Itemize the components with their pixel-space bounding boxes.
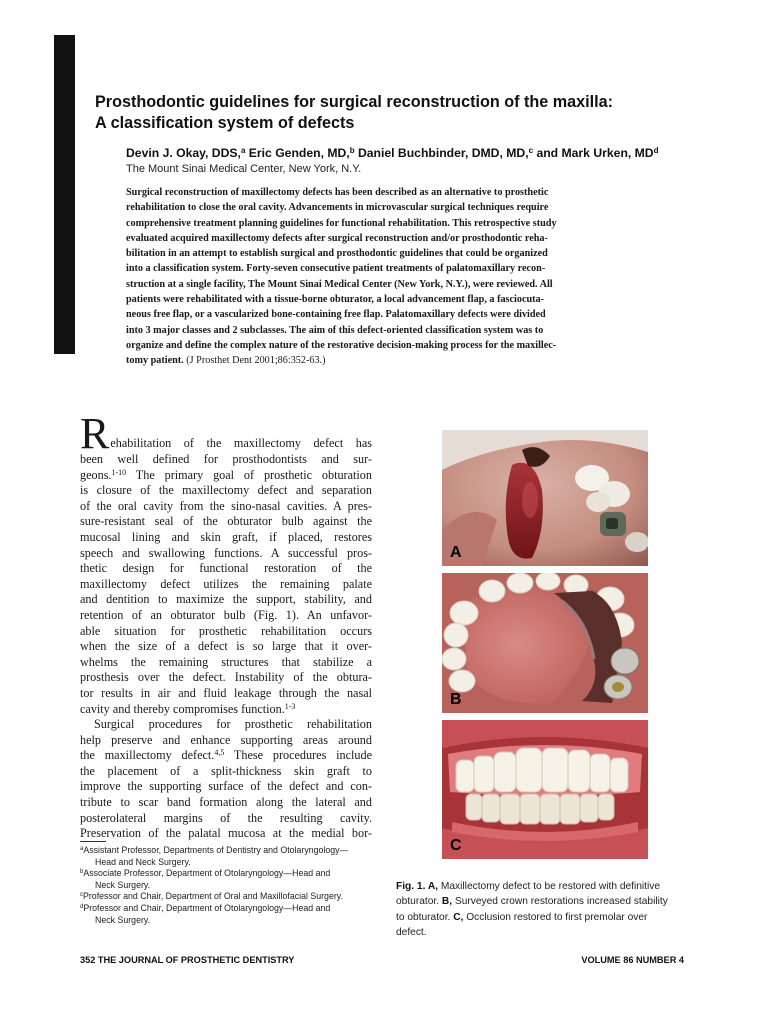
body-text: been well defined for prosthodontists and sur- [80, 452, 372, 466]
body-text: posterolateral margins of the resulting cavity. [80, 810, 372, 825]
body-line [80, 826, 372, 842]
drop-cap: R [80, 409, 110, 458]
body-line [80, 655, 372, 671]
author-name: Eric Genden, MD, [245, 146, 350, 160]
body-line [80, 717, 372, 733]
footnote-text: Professor and Chair, Department of Otolaryngology—Head and [83, 902, 331, 913]
footnote [80, 845, 380, 857]
body-text: tor results in air and fluid leakage through the nasal [80, 685, 372, 700]
caption-line [396, 910, 690, 925]
footnote-continuation: Neck Surgery. [95, 879, 151, 890]
title-line-1: Prosthodontic guidelines for surgical reconstruction of the maxilla: [95, 93, 614, 111]
footnote-text: Associate Professor, Department of Otolaryngology—Head and [83, 868, 331, 879]
reference-marker: 4,5 [214, 748, 225, 758]
author-list [126, 146, 726, 160]
figure-panel-b [442, 573, 648, 713]
figure-panel-c [442, 720, 648, 859]
body-text: of the oral cavity from the sino-nasal cavities. A pres- [80, 498, 372, 513]
body-text: prosthesis over the defect. Instability of the obtura- [80, 670, 372, 685]
footnote-rule [80, 841, 106, 842]
body-text: help preserve and enhance supporting areas around [80, 732, 372, 747]
panel-label-b: B [450, 691, 462, 708]
abstract-line: Surgical reconstruction of maxillectomy defects has been described as an alternative to prosthetic [126, 187, 549, 198]
caption-line [396, 925, 690, 940]
abstract [126, 185, 726, 369]
body-text: The primary goal of prosthetic obturation [126, 467, 372, 482]
journal-footer: 352 THE JOURNAL OF PROSTHETIC DENTISTRY [80, 955, 295, 965]
panel-label-a: A [450, 544, 462, 561]
footnote-continuation: Neck Surgery. [95, 914, 151, 925]
body-line [80, 514, 372, 530]
figure-caption [396, 879, 690, 940]
body-text: is closure of the maxillectomy defect and separation [80, 483, 372, 498]
body-text: and dentition to maximize the support, stability, and [80, 592, 372, 607]
author-name: and Mark Urken, MD [533, 146, 654, 160]
body-line [80, 530, 372, 546]
body-line [80, 577, 372, 593]
article-title [95, 92, 715, 134]
body-text: cavity and thereby compromises function. [80, 701, 285, 716]
section-marker-bar [54, 35, 75, 354]
abstract-line: neous free flap, or a vascularized bone-containing free flap. Palatomaxillary defects were divided [126, 309, 546, 321]
footnote-continuation: Head and Neck Surgery. [95, 856, 191, 867]
body-text: These procedures include [224, 748, 372, 763]
abstract-line: into a classification system. Forty-seven consecutive patient treatments of palatomaxillary recon- [126, 263, 546, 275]
body-line [80, 779, 372, 795]
body-line [80, 452, 372, 468]
body-line [80, 764, 372, 780]
body-text: tribute to scar band formation along the lateral and [80, 795, 372, 810]
body-line [80, 499, 372, 515]
body-first-line: ehabilitation of the maxillectomy defect has [110, 436, 372, 450]
caption-bold: Fig. 1. A, [396, 881, 439, 892]
abstract-line-end: tomy patient. [126, 355, 184, 367]
footnote-text: Professor and Chair, Department of Oral and Maxillofacial Surgery. [83, 891, 343, 902]
author-affil-mark: a [240, 146, 246, 155]
caption-line [396, 894, 690, 909]
figure-panel-a [442, 430, 648, 566]
footnote-mark: c [80, 892, 83, 899]
body-text: the placement of a split-thickness skin graft to [80, 763, 372, 778]
maxillectomy-defect-photo [442, 430, 648, 566]
caption-line [396, 879, 690, 894]
abstract-line [126, 353, 726, 368]
body-text: able situation for prosthetic rehabilitation occurs [80, 623, 372, 638]
abstract-line: comprehensive treatment planning guidelines for functional rehabilitation. This retrospective study [126, 217, 557, 229]
footnote-mark: d [80, 903, 84, 910]
body-line [80, 608, 372, 624]
abstract-line: patients were rehabilitated with a tissue-borne obturator, a local advancement flap, a fasciocuta- [126, 294, 545, 306]
title-line-2: A classification system of defects [95, 114, 355, 132]
body-text: retention of an obturator bulb (Fig. 1). An unfavor- [80, 607, 372, 622]
body-line [80, 483, 372, 499]
caption-text: Surveyed crown restorations increased stability [452, 896, 668, 908]
author-name: Daniel Buchbinder, DMD, MD, [354, 146, 529, 160]
author-name: Devin J. Okay, DDS, [126, 146, 241, 160]
abstract-line: rehabilitation to close the oral cavity. Advancements in microvascular surgical techniques require [126, 202, 549, 214]
author-affil-mark: c [528, 146, 534, 155]
opening-line [80, 409, 372, 458]
body-line [80, 639, 372, 655]
body-line [80, 811, 372, 827]
body-line [80, 468, 372, 484]
body-text: Surgical procedures for prosthetic rehabilitation [94, 717, 372, 732]
footnote-mark: a [80, 846, 84, 852]
body-line [80, 624, 372, 640]
footnote-text: Assistant Professor, Departments of Dentistry and Otolaryngology— [83, 845, 349, 855]
body-line [80, 670, 372, 686]
abstract-line: into 3 major classes and 2 subclasses. The aim of this defect-oriented classification system was to [126, 324, 544, 336]
footnote [80, 868, 380, 880]
body-line [80, 748, 372, 764]
surveyed-crowns-photo [442, 573, 648, 713]
body-line [80, 733, 372, 749]
body-line [80, 592, 372, 608]
footnote [80, 903, 380, 915]
body-text: geons. [80, 467, 112, 482]
caption-text: Maxillectomy defect to be restored with definitive [438, 881, 661, 892]
caption-text: obturator. [396, 896, 442, 908]
body-line [80, 561, 372, 577]
body-text: improve the supporting surface of the defect and con- [80, 779, 372, 794]
panel-label-c: C [450, 837, 462, 854]
body-text: thetic design for functional restoration of the [80, 561, 372, 576]
caption-text: to obturator. [396, 911, 454, 923]
abstract-line: organize and define the complex nature of the restorative decision-making process for the maxillec- [126, 339, 557, 351]
body-line [80, 702, 372, 718]
author-footnotes [80, 845, 380, 926]
body-text: mucosal lining and skin graft, if placed, restores [80, 529, 372, 544]
body-text: whelms the remaining structures that stabilize a [80, 654, 372, 669]
caption-bold: B, [441, 896, 453, 908]
footnote-mark: b [80, 869, 84, 876]
footnote [80, 891, 380, 903]
abstract-line: bilitation in an attempt to establish surgical and prosthodontic guidelines that could be organized [126, 248, 548, 260]
restored-occlusion-photo [442, 720, 648, 859]
caption-text: defect. [396, 926, 427, 938]
abstract-line: struction at a single facility, The Mount Sinai Medical Center (New York, N.Y.), were reviewed. All [126, 278, 553, 290]
affiliation: The Mount Sinai Medical Center, New York, N.Y. [126, 163, 362, 175]
author-affil-mark: d [653, 146, 659, 155]
body-line [80, 795, 372, 811]
abstract-line: evaluated acquired maxillectomy defects after surgical reconstruction and/or prosthodontic reha- [126, 232, 548, 244]
reference-marker: 1-3 [284, 701, 296, 711]
body-line [80, 686, 372, 702]
body-text: maxillectomy defect utilizes the remaining palate [80, 576, 372, 591]
body-text: Preservation of the palatal mucosa at the medial bor- [80, 826, 372, 841]
author-affil-mark: b [349, 146, 355, 155]
reference-marker: 1-10 [111, 467, 127, 477]
body-line [80, 546, 372, 562]
body-text: sure-resistant seal of the obturator bulb against the [80, 514, 372, 529]
body-text-column [80, 409, 372, 842]
citation: (J Prosthet Dent 2001;86:352-63.) [183, 355, 326, 367]
caption-bold: C, [453, 911, 464, 923]
body-text: speech and swallowing functions. A successful pros- [80, 545, 372, 560]
caption-text: Occlusion restored to first premolar over [463, 911, 648, 923]
body-text: the maxillectomy defect. [80, 748, 215, 763]
volume-footer: VOLUME 86 NUMBER 4 [581, 955, 684, 965]
body-text: when the size of a defect is so large that it over- [80, 639, 372, 654]
